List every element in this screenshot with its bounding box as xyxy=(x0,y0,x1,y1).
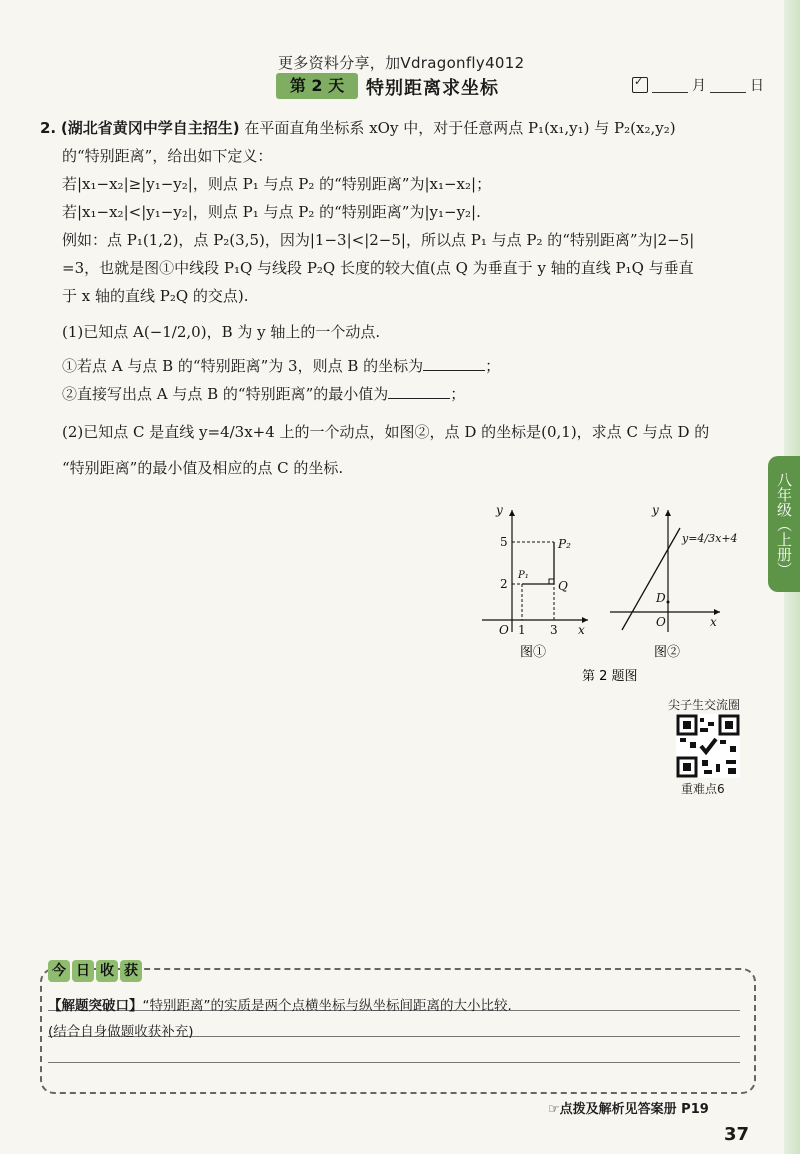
solution-tip xyxy=(48,994,512,1014)
fig1-p2-label: P₂ xyxy=(558,537,571,551)
harvest-tag-char: 今 xyxy=(48,960,70,982)
day-badge xyxy=(276,73,358,99)
fig1-x-label: x xyxy=(578,623,585,637)
answer-blank-1[interactable] xyxy=(423,354,485,371)
watermark-text: 更多资料分享，加Vdragonfly4012 xyxy=(278,54,525,72)
harvest-rule-3 xyxy=(48,1062,740,1063)
date-field xyxy=(632,75,764,95)
question-number: 2. xyxy=(40,119,57,137)
fig2-line-label: y=4/3x+4 xyxy=(682,532,738,545)
part-1-a: ①若点 A 与点 B 的“特别距离”为 3，则点 B 的坐标为 xyxy=(62,357,424,375)
tip-heading: 【解题突破口】 xyxy=(48,998,143,1014)
question-source: (湖北省黄冈中学自主招生) xyxy=(60,119,240,137)
part-2-line-2: “特别距离”的最小值及相应的点 C 的坐标. xyxy=(62,459,344,477)
fig1-q-label: Q xyxy=(558,579,568,593)
calendar-check-icon xyxy=(632,77,648,93)
answer-blank-2[interactable] xyxy=(388,382,450,399)
example-line-2: =3，也就是图①中线段 P₁Q 与线段 P₂Q 长度的较大值(点 Q 为垂直于 y 轴的直线 P₁Q 与垂直 xyxy=(62,259,694,277)
day-blank xyxy=(710,78,746,93)
example-line-3: 于 x 轴的直线 P₂Q 的交点). xyxy=(62,287,249,305)
fig2-d-label: D xyxy=(656,591,666,605)
question-intro-1: 在平面直角坐标系 xOy 中，对于任意两点 P₁(x₁,y₁) 与 P₂(x₂,y₂) xyxy=(244,119,676,137)
month-blank xyxy=(652,78,688,93)
part-1: (1)已知点 A(−1/2,0)，B 为 y 轴上的一个动点. xyxy=(62,323,381,341)
fig2-origin: O xyxy=(656,615,666,629)
fig1-tick-x-1: 1 xyxy=(518,623,526,637)
qr-sub-label: 重难点6 xyxy=(681,782,725,796)
day-unit-label: 日 xyxy=(750,78,764,94)
harvest-note: (结合自身做题收获补充) xyxy=(48,1024,194,1040)
part-2-line-1: (2)已知点 C 是直线 y=4/3x+4 上的一个动点，如图②，点 D 的坐标是(0,1)，求点 C 与点 D 的 xyxy=(62,423,710,441)
harvest-tag xyxy=(48,960,142,982)
figure-1 xyxy=(482,506,588,637)
page-title: 特别距离求坐标 xyxy=(366,78,499,99)
tip-body: “特别距离”的实质是两个点横坐标与纵坐标间距离的大小比较. xyxy=(142,998,512,1014)
harvest-tag-char: 日 xyxy=(72,960,94,982)
page-number: 37 xyxy=(724,1124,750,1145)
blank-end-1: ； xyxy=(485,357,501,375)
part-1-b: ②直接写出点 A 与点 B 的“特别距离”的最小值为 xyxy=(62,385,389,403)
fig2-y-label: y xyxy=(652,506,659,517)
question-body xyxy=(40,114,760,482)
grade-side-tab: 八年级（上册） xyxy=(768,456,800,592)
fig1-tick-x-3: 3 xyxy=(550,623,558,637)
qr-label: 尖子生交流圈 xyxy=(668,698,741,712)
qr-code-icon[interactable] xyxy=(676,714,740,778)
fig1-origin: O xyxy=(499,623,509,637)
fig1-tick-y-2: 2 xyxy=(500,577,508,591)
rule-2: 若|x₁−x₂|<|y₁−y₂|，则点 P₁ 与点 P₂ 的“特别距离”为|y₁−y₂|. xyxy=(62,203,481,221)
answer-reference: ☞点拨及解析见答案册 P19 xyxy=(548,1102,709,1117)
harvest-tag-char: 收 xyxy=(96,960,118,982)
month-label: 月 xyxy=(692,78,706,94)
fig1-caption: 图① xyxy=(520,645,547,660)
day-label: 第 2 天 xyxy=(289,76,345,95)
question-figures xyxy=(476,506,766,696)
question-intro-2: 的“特别距离”，给出如下定义： xyxy=(62,147,273,165)
fig1-y-label: y xyxy=(496,506,503,517)
figure-2 xyxy=(610,506,738,632)
fig2-x-label: x xyxy=(710,615,717,629)
fig2-caption: 图② xyxy=(654,645,681,660)
example-line-1: 例如：点 P₁(1,2)，点 P₂(3,5)，因为|1−3|<|2−5|，所以点 P₁ 与点 P₂ 的“特别距离”为|2−5| xyxy=(62,231,695,249)
harvest-tag-char: 获 xyxy=(120,960,142,982)
figures-group-caption: 第 2 题图 xyxy=(582,669,638,684)
rule-1: 若|x₁−x₂|≥|y₁−y₂|，则点 P₁ 与点 P₂ 的“特别距离”为|x₁−x₂|； xyxy=(62,175,492,193)
blank-end-2: ； xyxy=(450,385,466,403)
fig1-tick-y-5: 5 xyxy=(500,535,508,549)
fig1-p1-label: P₁ xyxy=(518,570,529,581)
